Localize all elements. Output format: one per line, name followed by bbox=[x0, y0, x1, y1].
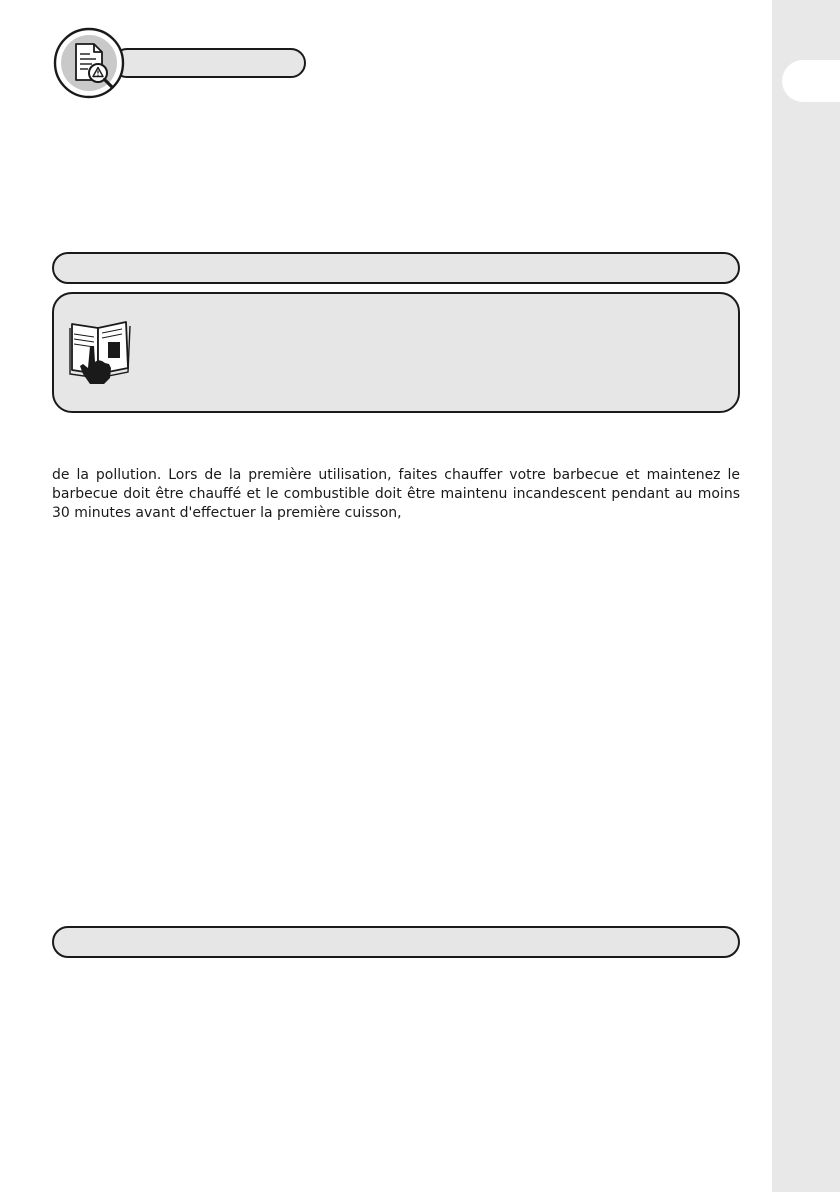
section-header-bar bbox=[52, 252, 740, 284]
header-title-pill bbox=[112, 48, 306, 78]
section-header-bar bbox=[52, 926, 740, 958]
document-warning-magnifier-icon bbox=[52, 26, 126, 100]
paragraph-line: barbecue doit être chauffé et le combustible doit être maintenu incandescent pendant au moins bbox=[52, 486, 740, 502]
side-language-tab bbox=[782, 60, 840, 102]
paragraph-line: de la pollution. Lors de la première utilisation, faites chauffer votre barbecue et maintenez le bbox=[52, 467, 740, 483]
paragraph-line: 30 minutes avant d'effectuer la première cuisson, bbox=[52, 505, 402, 521]
notice-box bbox=[52, 292, 740, 413]
body-paragraph bbox=[52, 466, 740, 523]
side-margin-strip bbox=[772, 0, 840, 1192]
read-manual-hand-icon bbox=[68, 316, 132, 386]
